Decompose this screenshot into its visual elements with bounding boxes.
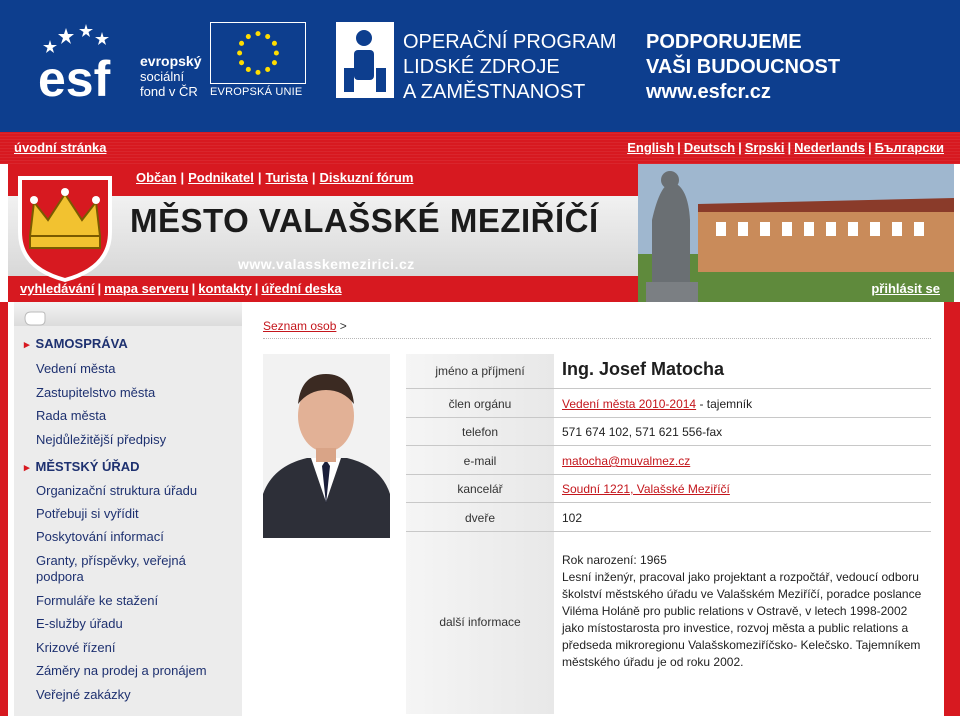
nav-podnikatel[interactable]: Podnikatel: [188, 170, 254, 185]
hand-icon: [22, 306, 48, 328]
person-photo: [263, 354, 390, 538]
nav-turista[interactable]: Turista: [265, 170, 308, 185]
sidebar-item-zamery[interactable]: Záměry na prodej a pronájem: [36, 663, 207, 678]
breadcrumb-separator: >: [339, 319, 347, 333]
label-more-info: další informace: [439, 615, 521, 629]
sidebar-item-rada-mesta[interactable]: Rada města: [36, 408, 107, 423]
person-name: Ing. Josef Matocha: [562, 359, 725, 379]
nav-kontakty[interactable]: kontakty: [198, 281, 252, 296]
sidebar-item-granty[interactable]: Granty, příspěvky, veřejná podpora: [36, 553, 186, 584]
eu-flag-icon: [210, 22, 306, 84]
eu-caption: EVROPSKÁ UNIE: [210, 86, 303, 98]
bio-paragraph: Lesní inženýr, pracoval jako projektant a rozpočtář, vedoucí odboru školství městského úřadu ve Valašském Meziříčí, poradce poslance Viléma Holáně pro public relations v Ostravě, v letech 1998-2002 jako místostarosta pro investice, rozvoj města a public relations a předseda mikroregionu Valašskomeziříčsko- Kelečsko. Tajemníkem městského úřadu je od roku 2002.: [562, 570, 922, 669]
label-door: dveře: [464, 511, 496, 525]
login-link[interactable]: přihlásit se: [871, 281, 940, 296]
email-value: [562, 454, 690, 468]
nav-obcan[interactable]: Občan: [136, 170, 177, 185]
nav-uredni-deska[interactable]: úřední deska: [261, 281, 342, 296]
label-name: jméno a příjmení: [435, 364, 525, 378]
office-address-link[interactable]: Soudní 1221, Valašské Meziříčí: [562, 482, 730, 496]
sidebar-item-organizacni-struktura[interactable]: Organizační struktura úřadu: [36, 483, 198, 498]
esf-name: [140, 54, 201, 99]
op-line-1: OPERAČNÍ PROGRAM: [403, 31, 617, 53]
esf-line-3: fond v ČR: [140, 84, 198, 99]
person-detail: [250, 302, 940, 716]
sidebar-item-verejne-zakazky[interactable]: Veřejné zakázky: [36, 687, 131, 702]
member-role: - tajemník: [696, 397, 753, 411]
esf-website: www.esfcr.cz: [646, 81, 771, 103]
sidebar-section-samosprava[interactable]: ▸ SAMOSPRÁVA: [24, 336, 128, 351]
door-value: 102: [562, 511, 583, 525]
lang-nederlands[interactable]: Nederlands: [794, 140, 865, 155]
lang-english[interactable]: English: [627, 140, 675, 155]
label-member: člen orgánu: [448, 397, 512, 411]
nav-mapa-serveru[interactable]: mapa serveru: [104, 281, 189, 296]
esf-line-1: evropský: [140, 53, 202, 69]
office-value: [562, 482, 730, 496]
city-crest-icon: [16, 172, 114, 282]
city-url: www.valasskemezirici.cz: [238, 256, 415, 272]
esf-line-2: sociální: [140, 69, 185, 84]
sidebar-section-mestsky-urad[interactable]: ▸ MĚSTSKÝ ÚŘAD: [24, 459, 140, 474]
puzzle-person-icon: [336, 22, 394, 98]
phone-value: 571 674 102, 571 621 556-fax: [562, 425, 723, 439]
op-line-2: LIDSKÉ ZDROJE: [403, 56, 560, 78]
sidebar-item-vedeni-mesta[interactable]: Vedení města: [36, 361, 116, 376]
bio-text: [562, 552, 932, 671]
label-email: e-mail: [463, 454, 497, 468]
slogan-line-2: VAŠI BUDOUCNOST: [646, 56, 841, 78]
sidebar-item-krizove-rizeni[interactable]: Krizové řízení: [36, 640, 116, 655]
birth-year: Rok narození: 1965: [562, 553, 667, 567]
home-link[interactable]: úvodní stránka: [14, 140, 107, 155]
esf-logo-icon: [38, 22, 138, 100]
masthead: [8, 164, 954, 302]
sidebar: [14, 302, 242, 716]
op-line-3: A ZAMĚSTNANOST: [403, 81, 586, 103]
member-organ-link[interactable]: Vedení města 2010-2014: [562, 397, 697, 411]
lang-bulgarian[interactable]: Български: [874, 140, 944, 155]
breadcrumb: [263, 319, 347, 333]
sidebar-item-predpisy[interactable]: Nejdůležitější předpisy: [36, 432, 167, 447]
member-value: [562, 397, 752, 411]
esf-slogan: [646, 30, 840, 105]
sidebar-item-zastupitelstvo[interactable]: Zastupitelstvo města: [36, 385, 156, 400]
sidebar-item-potrebuji-si-vyridit[interactable]: Potřebuji si vyřídit: [36, 506, 139, 521]
audience-nav: Občan | Podnikatel | Turista | Diskuzní fórum: [136, 170, 414, 185]
op-program-name: [403, 30, 616, 105]
sidebar-item-formulare[interactable]: Formuláře ke stažení: [36, 593, 159, 608]
sidebar-item-e-sluzby[interactable]: E-služby úřadu: [36, 616, 123, 631]
frame-right: [944, 302, 960, 716]
city-name: MĚSTO VALAŠSKÉ MEZIŘÍČÍ: [130, 202, 599, 239]
esf-logo-text: esf: [38, 51, 111, 100]
utility-nav: vyhledávání | mapa serveru | kontakty | úřední deska: [20, 281, 342, 296]
nav-diskuzni-forum[interactable]: Diskuzní fórum: [319, 170, 414, 185]
esf-banner: [0, 0, 960, 132]
label-office: kancelář: [457, 482, 503, 496]
label-phone: telefon: [461, 425, 499, 439]
sidebar-item-poskytovani-informaci[interactable]: Poskytování informací: [36, 529, 164, 544]
language-switcher: English | Deutsch | Srpski | Nederlands | Български: [627, 140, 944, 155]
nav-vyhledavani[interactable]: vyhledávání: [20, 281, 95, 296]
breadcrumb-seznam-osob[interactable]: Seznam osob: [263, 319, 337, 333]
frame-left: [0, 302, 8, 716]
lang-srpski[interactable]: Srpski: [744, 140, 785, 155]
slogan-line-1: PODPORUJEME: [646, 31, 802, 53]
email-link[interactable]: matocha@muvalmez.cz: [562, 454, 691, 468]
lang-deutsch[interactable]: Deutsch: [683, 140, 736, 155]
